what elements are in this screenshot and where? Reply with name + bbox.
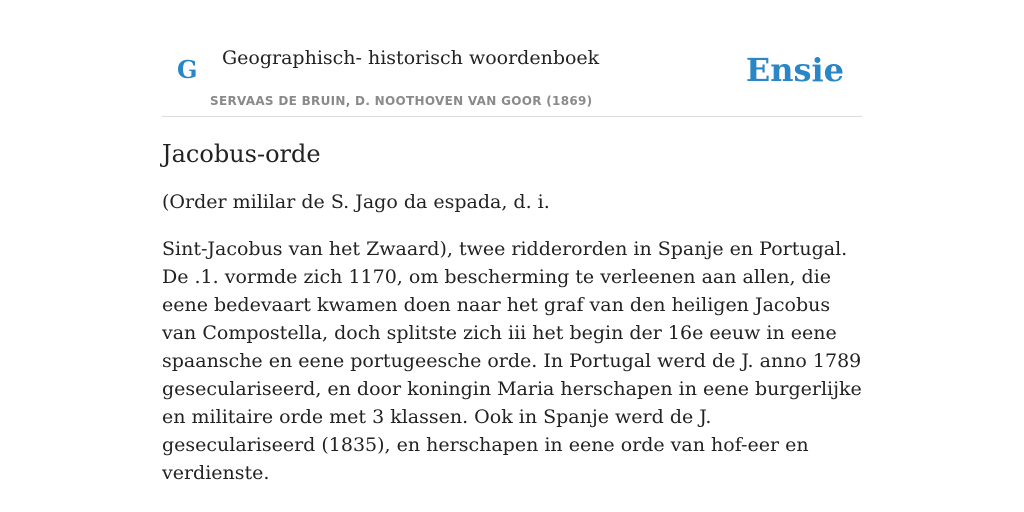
entry-term: Jacobus-orde: [162, 140, 321, 168]
ensie-logo[interactable]: Ensie: [745, 51, 844, 89]
book-title-link[interactable]: Geographisch- historisch woordenboek: [222, 47, 600, 69]
header: [162, 0, 862, 117]
book-logo-icon[interactable]: G: [177, 55, 198, 84]
entry-paragraph: (Order mililar de S. Jago da espada, d. i.: [162, 191, 550, 213]
entry-content: [162, 136, 862, 506]
book-authors: SERVAAS DE BRUIN, D. NOOTHOVEN VAN GOOR (1869): [210, 94, 593, 108]
entry-paragraph: Sint-Jacobus van het Zwaard), twee ridderorden in Spanje en Portugal. De .1. vormde zich 1170, om bescherming te verleenen aan allen, die eene bedevaart kwamen doen naar het graf van den heiligen Jacobus van Compostella, doch splitste zich iii het begin der 16e eeuw in eene spaansche en eene portugeesche orde. In Portugal werd de J. anno 1789 geseculariseerd, en door koningin Maria herschapen in eene burgerlijke en militaire orde met 3 klassen. Ook in Spanje werd de J. geseculariseerd (1835), en herschapen in eene orde van hof-eer en verdienste.: [162, 238, 862, 484]
